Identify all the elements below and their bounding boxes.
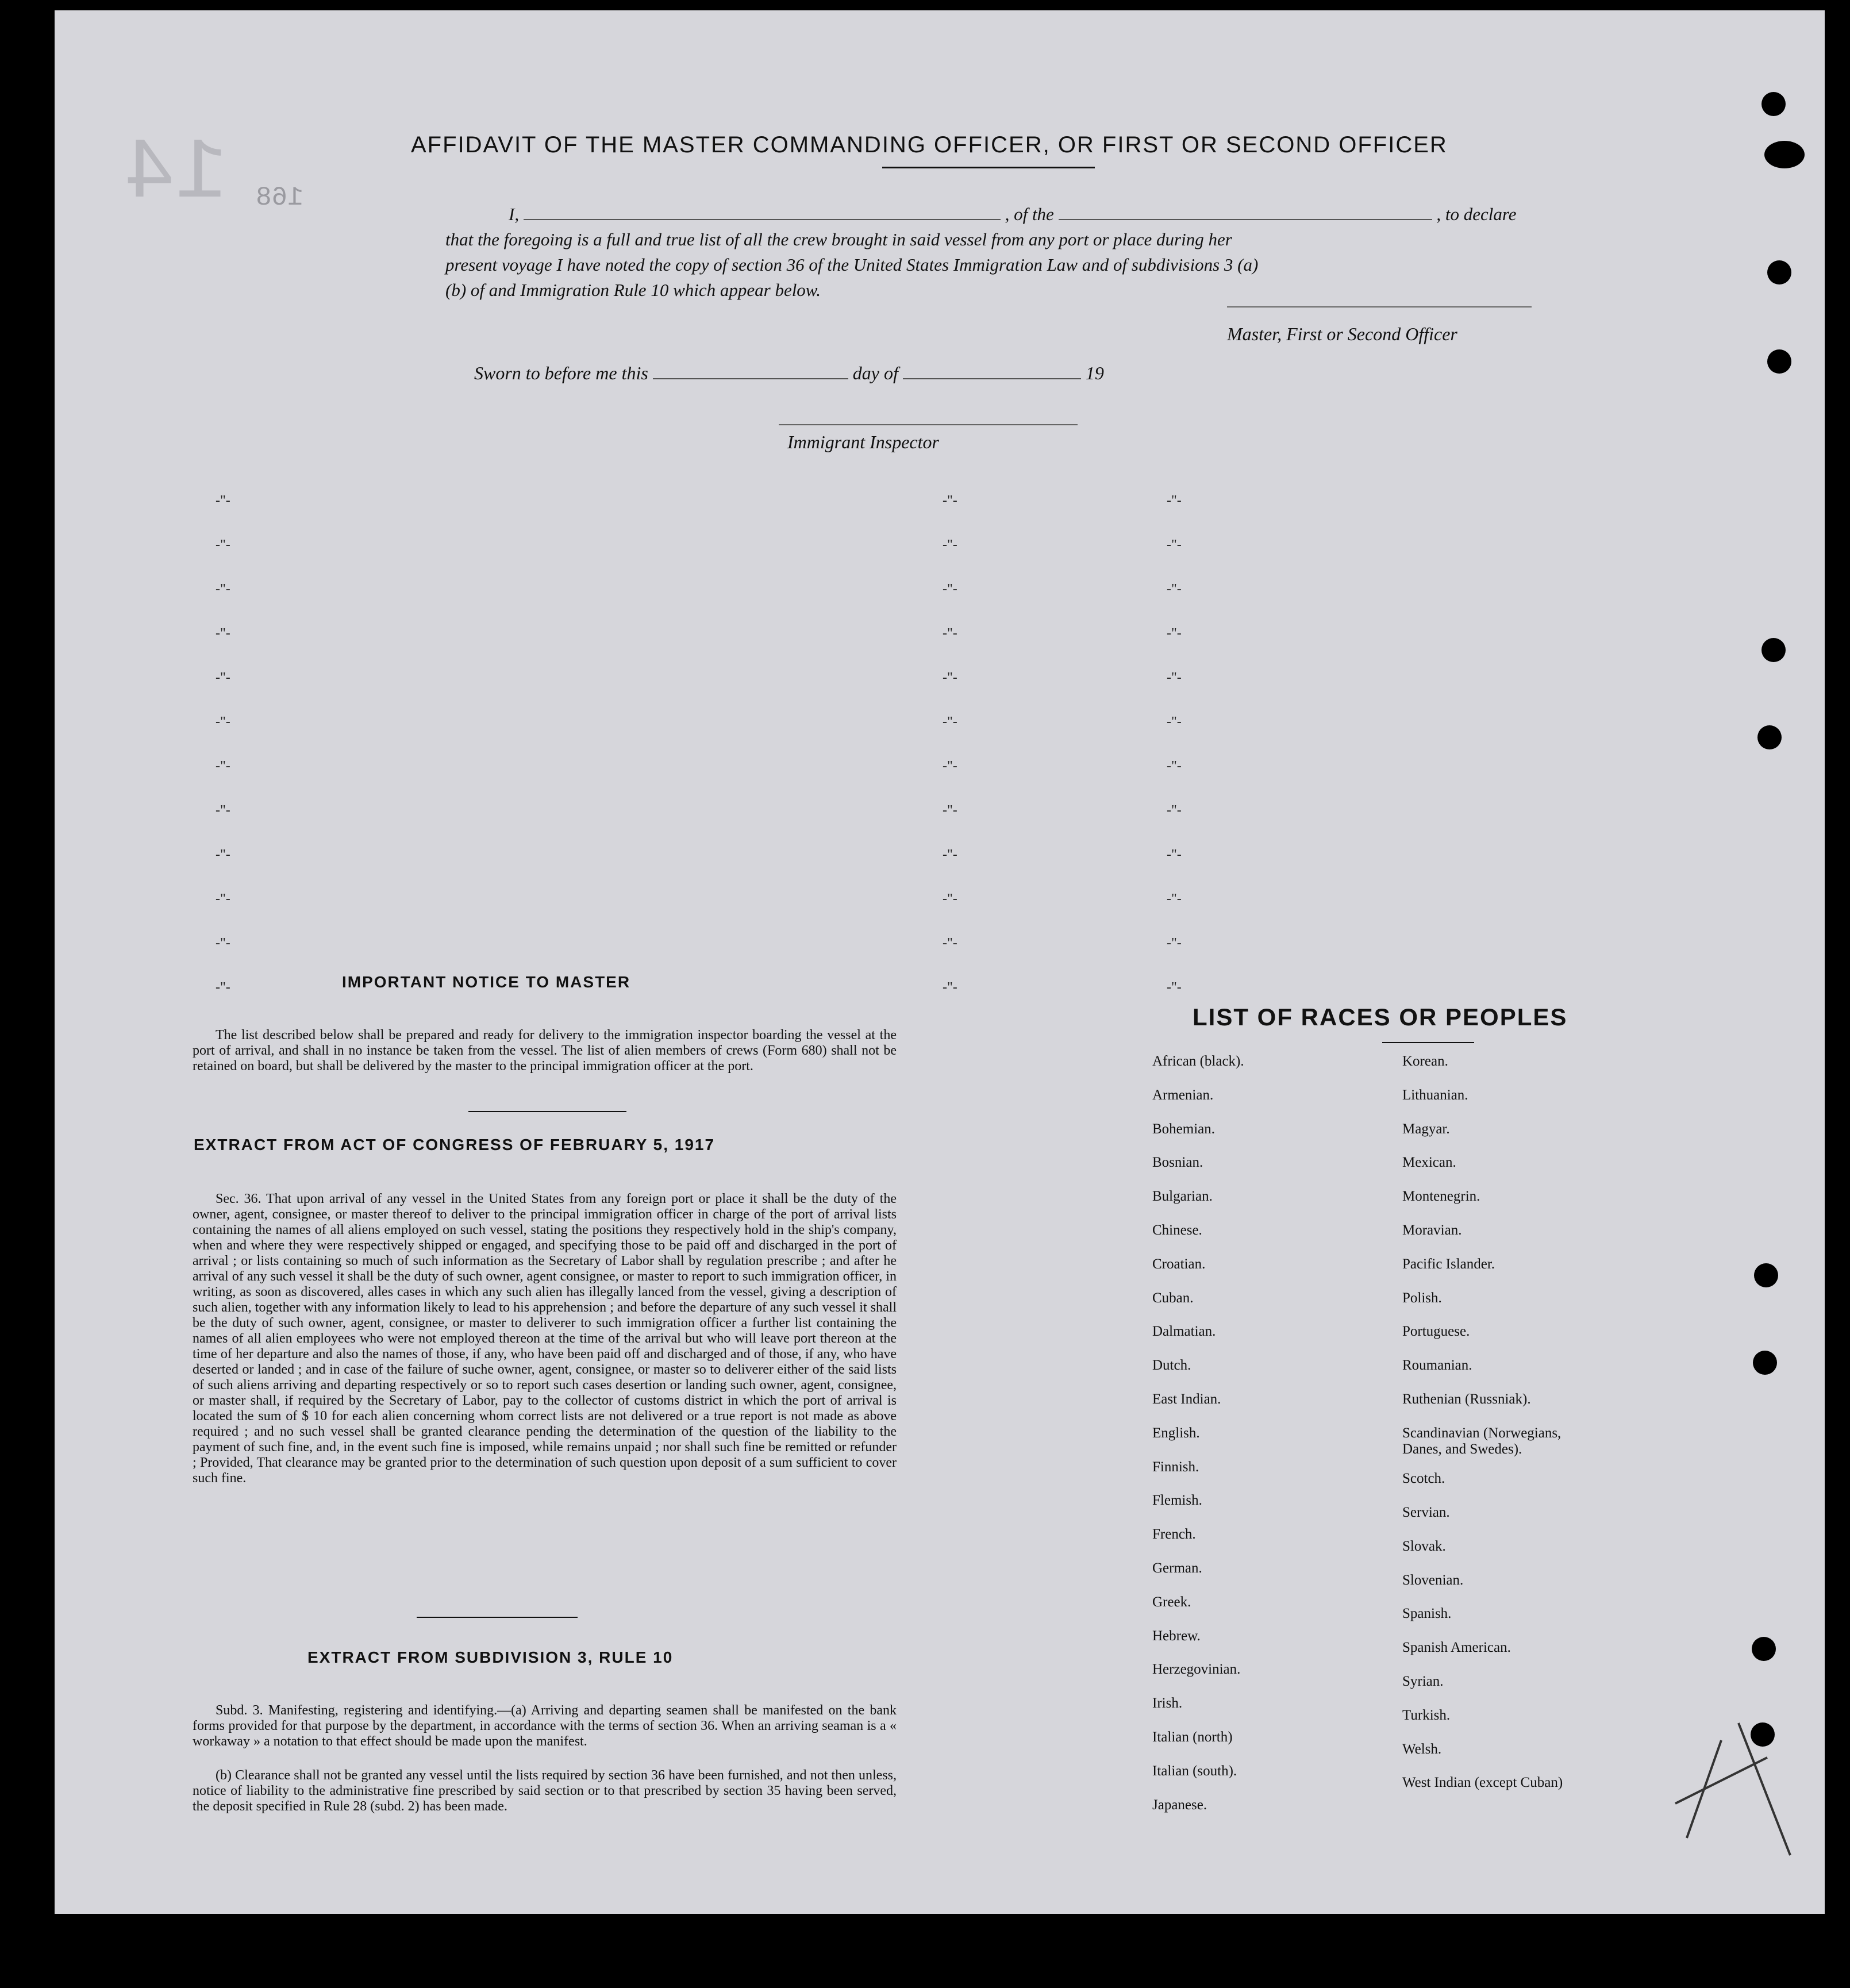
document-page bbox=[55, 10, 1825, 1914]
races-title: LIST OF RACES OR PEOPLES bbox=[1193, 1003, 1568, 1030]
race-item: Roumanian. bbox=[1402, 1358, 1472, 1374]
race-item: Ruthenian (Russniak). bbox=[1402, 1391, 1531, 1407]
race-item: Welsh. bbox=[1402, 1741, 1442, 1757]
title-underline bbox=[882, 167, 1095, 168]
ditto-mark: -"- bbox=[216, 493, 230, 508]
race-item: Croatian. bbox=[1152, 1256, 1206, 1272]
day-blank bbox=[653, 362, 848, 379]
ditto-mark: -"- bbox=[1167, 493, 1182, 508]
ditto-mark: -"- bbox=[216, 626, 230, 641]
sworn-label: Sworn to before me this bbox=[474, 363, 648, 383]
ditto-mark: -"- bbox=[943, 714, 957, 729]
race-item: German. bbox=[1152, 1560, 1202, 1576]
ditto-mark: -"- bbox=[1167, 714, 1182, 729]
race-item: Italian (north) bbox=[1152, 1729, 1233, 1745]
race-item: Slovenian. bbox=[1402, 1572, 1464, 1588]
ditto-mark: -"- bbox=[1167, 980, 1182, 995]
race-item: Greek. bbox=[1152, 1594, 1191, 1610]
race-item: Dalmatian. bbox=[1152, 1324, 1216, 1340]
notice-text: The list described below shall be prepared and ready for delivery to the immigration inspector boarding the vessel at the port of arrival, and shall in no instance be taken from the vessel. The list of alien members of crews (Form 680) shall not be retained on board, but shall be delivered by the master to the principal immigration officer at the port. bbox=[193, 1028, 897, 1074]
ditto-mark: -"- bbox=[943, 670, 957, 685]
punch-hole bbox=[1757, 725, 1782, 749]
race-item: Montenegrin. bbox=[1402, 1189, 1480, 1205]
punch-hole bbox=[1751, 1722, 1775, 1747]
ditto-mark: -"- bbox=[943, 847, 957, 862]
name-blank bbox=[524, 203, 1001, 220]
race-item: Turkish. bbox=[1402, 1707, 1451, 1723]
month-blank bbox=[903, 362, 1081, 379]
handwritten-mark bbox=[1652, 1689, 1802, 1861]
race-item: Dutch. bbox=[1152, 1358, 1191, 1374]
punch-hole bbox=[1761, 92, 1786, 116]
ditto-mark: -"- bbox=[943, 626, 957, 641]
race-item: Herzegovinian. bbox=[1152, 1662, 1241, 1678]
ditto-mark: -"- bbox=[216, 670, 230, 685]
punch-hole bbox=[1767, 349, 1791, 374]
races-rule bbox=[1382, 1042, 1474, 1043]
ditto-mark: -"- bbox=[943, 537, 957, 552]
race-item: Japanese. bbox=[1152, 1797, 1207, 1813]
ditto-mark: -"- bbox=[943, 980, 957, 995]
race-item: Scotch. bbox=[1402, 1471, 1445, 1487]
ditto-mark: -"- bbox=[943, 493, 957, 508]
act-text: Sec. 36. That upon arrival of any vessel in the United States from any foreign port or place it shall be the duty of the owner, agent, consignee, or master thereof to deliver to the principal immigration officer in charge of the port of arrival lists containing the names of all aliens employed on such vessel, stating the positions they respectively hold in the ship's company, when and where they were respectively shipped or engaged, and specifying those to be paid off and discharged in the port of arrival ; or lists containing so much of such information as the Secretary of Labor shall by regulation prescribe ; and after he arrival of any such vessel it shall be the duty of such owner, agent consignee, or master to report to such immigration officer, in writing, as soon as discovered, alles cases in which any such alien has illegally lanced from the vessel, giving a description of such alien, together with any information likely to lead to his apprehension ; and before the departure of any such vessel it shall be the duty of such owner, agent, consignee, or master to deliverer to such immigration officer a further list containing the names of all alien employees who were not employed thereon at the time of the arrival but who will leave port thereon at the time of her departure and also the names of those, if any, who have been paid off and discharged and of those, if any, who have deserted or landed ; and in case of the failure of suche owner, agent, consignee, or master so to deliverer either of the said lists of such aliens arriving and departing respectively or so to report such cases desertion or landing such owner, agent, consignee, or master shall, if required by the Secretary of Labor, pay to the collector of customs district in which the port of arrival is located the sum of $ 10 for each alien concerning whom correct lists are not delivered or a true report is not made as above required ; and no such vessel shall be granted clearance pending the determination of the question of the liability to the payment of such fine, and, in the event such fine is imposed, while remains unpaid ; nor shall such fine be remitted or refunder ; Provided, That clearance may be granted prior to the determination of such question upon deposit of a sum sufficient to cover such fine. bbox=[193, 1191, 897, 1486]
ditto-mark: -"- bbox=[216, 936, 230, 951]
race-item: Bulgarian. bbox=[1152, 1189, 1213, 1205]
act-title: EXTRACT FROM ACT OF CONGRESS OF FEBRUARY 5, 1917 bbox=[194, 1136, 716, 1153]
ditto-mark: -"- bbox=[1167, 936, 1182, 951]
sworn-line bbox=[474, 362, 1104, 384]
notice-rule bbox=[468, 1111, 626, 1112]
vessel-blank bbox=[1059, 203, 1432, 220]
race-item: Chinese. bbox=[1152, 1222, 1202, 1238]
race-item: Portuguese. bbox=[1402, 1324, 1470, 1340]
race-item: Slovak. bbox=[1402, 1538, 1446, 1554]
punch-hole bbox=[1754, 1263, 1778, 1287]
ditto-mark: -"- bbox=[216, 759, 230, 774]
race-item: Hebrew. bbox=[1152, 1628, 1201, 1644]
ditto-mark: -"- bbox=[943, 803, 957, 818]
inspector-label: Immigrant Inspector bbox=[787, 432, 939, 452]
declaration-paragraph bbox=[445, 202, 1543, 303]
punch-hole bbox=[1761, 638, 1786, 662]
ditto-mark: -"- bbox=[216, 891, 230, 906]
ditto-mark: -"- bbox=[1167, 670, 1182, 685]
race-item: French. bbox=[1152, 1526, 1196, 1543]
ditto-mark: -"- bbox=[1167, 891, 1182, 906]
decl-to-declare: , to declare bbox=[1436, 204, 1517, 224]
race-item: Armenian. bbox=[1152, 1087, 1214, 1103]
ditto-mark: -"- bbox=[1167, 803, 1182, 818]
punch-hole bbox=[1764, 141, 1805, 168]
ditto-mark: -"- bbox=[216, 537, 230, 552]
rule-text-b: (b) Clearance shall not be granted any vessel until the lists required by section 36 have been furnished, and not then unless, notice of liability to the administrative fine prescribed by said section or to that prescribed by section 35 having been served, the deposit specified in Rule 28 (subd. 2) has been made. bbox=[193, 1768, 897, 1814]
ditto-mark: -"- bbox=[216, 980, 230, 995]
race-item: African (black). bbox=[1152, 1053, 1244, 1069]
decl-line-4: (b) of and Immigration Rule 10 which appear below. bbox=[445, 280, 821, 300]
race-item: Korean. bbox=[1402, 1053, 1448, 1069]
ditto-mark: -"- bbox=[1167, 759, 1182, 774]
race-item: East Indian. bbox=[1152, 1391, 1221, 1407]
act-rule bbox=[417, 1617, 578, 1618]
inspector-signature-line bbox=[779, 424, 1078, 425]
punch-hole bbox=[1753, 1351, 1777, 1375]
rule-title: EXTRACT FROM SUBDIVISION 3, RULE 10 bbox=[307, 1648, 674, 1666]
ditto-mark: -"- bbox=[1167, 537, 1182, 552]
notice-title: IMPORTANT NOTICE TO MASTER bbox=[342, 973, 631, 991]
ditto-mark: -"- bbox=[216, 582, 230, 597]
punch-hole bbox=[1767, 260, 1791, 284]
race-item: Moravian. bbox=[1402, 1222, 1462, 1238]
bleed-through-number: 168 bbox=[256, 183, 303, 213]
ditto-mark: -"- bbox=[1167, 847, 1182, 862]
ditto-mark: -"- bbox=[1167, 626, 1182, 641]
ditto-mark: -"- bbox=[943, 936, 957, 951]
ditto-mark: -"- bbox=[943, 759, 957, 774]
year-label: 19 bbox=[1085, 363, 1104, 383]
day-of-label: day of bbox=[852, 363, 898, 383]
affidavit-title: AFFIDAVIT OF THE MASTER COMMANDING OFFICER, OR FIRST OR SECOND OFFICER bbox=[411, 132, 1448, 157]
race-item: Mexican. bbox=[1402, 1155, 1456, 1171]
race-item: Bosnian. bbox=[1152, 1155, 1203, 1171]
decl-i: I, bbox=[509, 204, 520, 224]
bleed-through-mark: 14 bbox=[124, 125, 228, 223]
race-item: West Indian (except Cuban) bbox=[1402, 1775, 1563, 1791]
race-item: Lithuanian. bbox=[1402, 1087, 1468, 1103]
race-item: Magyar. bbox=[1402, 1121, 1450, 1137]
race-item: Syrian. bbox=[1402, 1673, 1444, 1689]
rule-text-a: Subd. 3. Manifesting, registering and identifying.—(a) Arriving and departing seamen shall be manifested on the bank forms provided for that purpose by the department, in accordance with the terms of section 36. When an arriving seaman is a « workaway » a notation to that effect should be made upon the manifest. bbox=[193, 1703, 897, 1749]
ditto-mark: -"- bbox=[216, 803, 230, 818]
race-item: Spanish. bbox=[1402, 1606, 1452, 1622]
punch-hole bbox=[1752, 1637, 1776, 1661]
decl-of-the: , of the bbox=[1005, 204, 1054, 224]
race-item: Cuban. bbox=[1152, 1290, 1194, 1306]
race-item: Finnish. bbox=[1152, 1459, 1199, 1475]
signature-line bbox=[1227, 306, 1532, 307]
race-item: Flemish. bbox=[1152, 1493, 1202, 1509]
ditto-mark: -"- bbox=[216, 847, 230, 862]
race-item: Bohemian. bbox=[1152, 1121, 1216, 1137]
decl-line-2: that the foregoing is a full and true list of all the crew brought in said vessel from any port or place during her bbox=[445, 229, 1232, 249]
decl-line-3: present voyage I have noted the copy of section 36 of the United States Immigration Law and of subdivisions 3 (a) bbox=[445, 255, 1259, 275]
ditto-mark: -"- bbox=[943, 582, 957, 597]
race-item: Spanish American. bbox=[1402, 1640, 1511, 1656]
race-item: English. bbox=[1152, 1425, 1200, 1441]
master-label: Master, First or Second Officer bbox=[1227, 324, 1457, 344]
race-item: Italian (south). bbox=[1152, 1763, 1237, 1779]
ditto-mark: -"- bbox=[943, 891, 957, 906]
ditto-mark: -"- bbox=[216, 714, 230, 729]
race-item: Pacific Islander. bbox=[1402, 1256, 1495, 1272]
race-item: Servian. bbox=[1402, 1504, 1450, 1520]
ditto-mark: -"- bbox=[1167, 582, 1182, 597]
race-item: Scandinavian (Norwegians, Danes, and Swedes). bbox=[1402, 1425, 1561, 1457]
race-item: Irish. bbox=[1152, 1695, 1183, 1712]
race-item: Polish. bbox=[1402, 1290, 1442, 1306]
